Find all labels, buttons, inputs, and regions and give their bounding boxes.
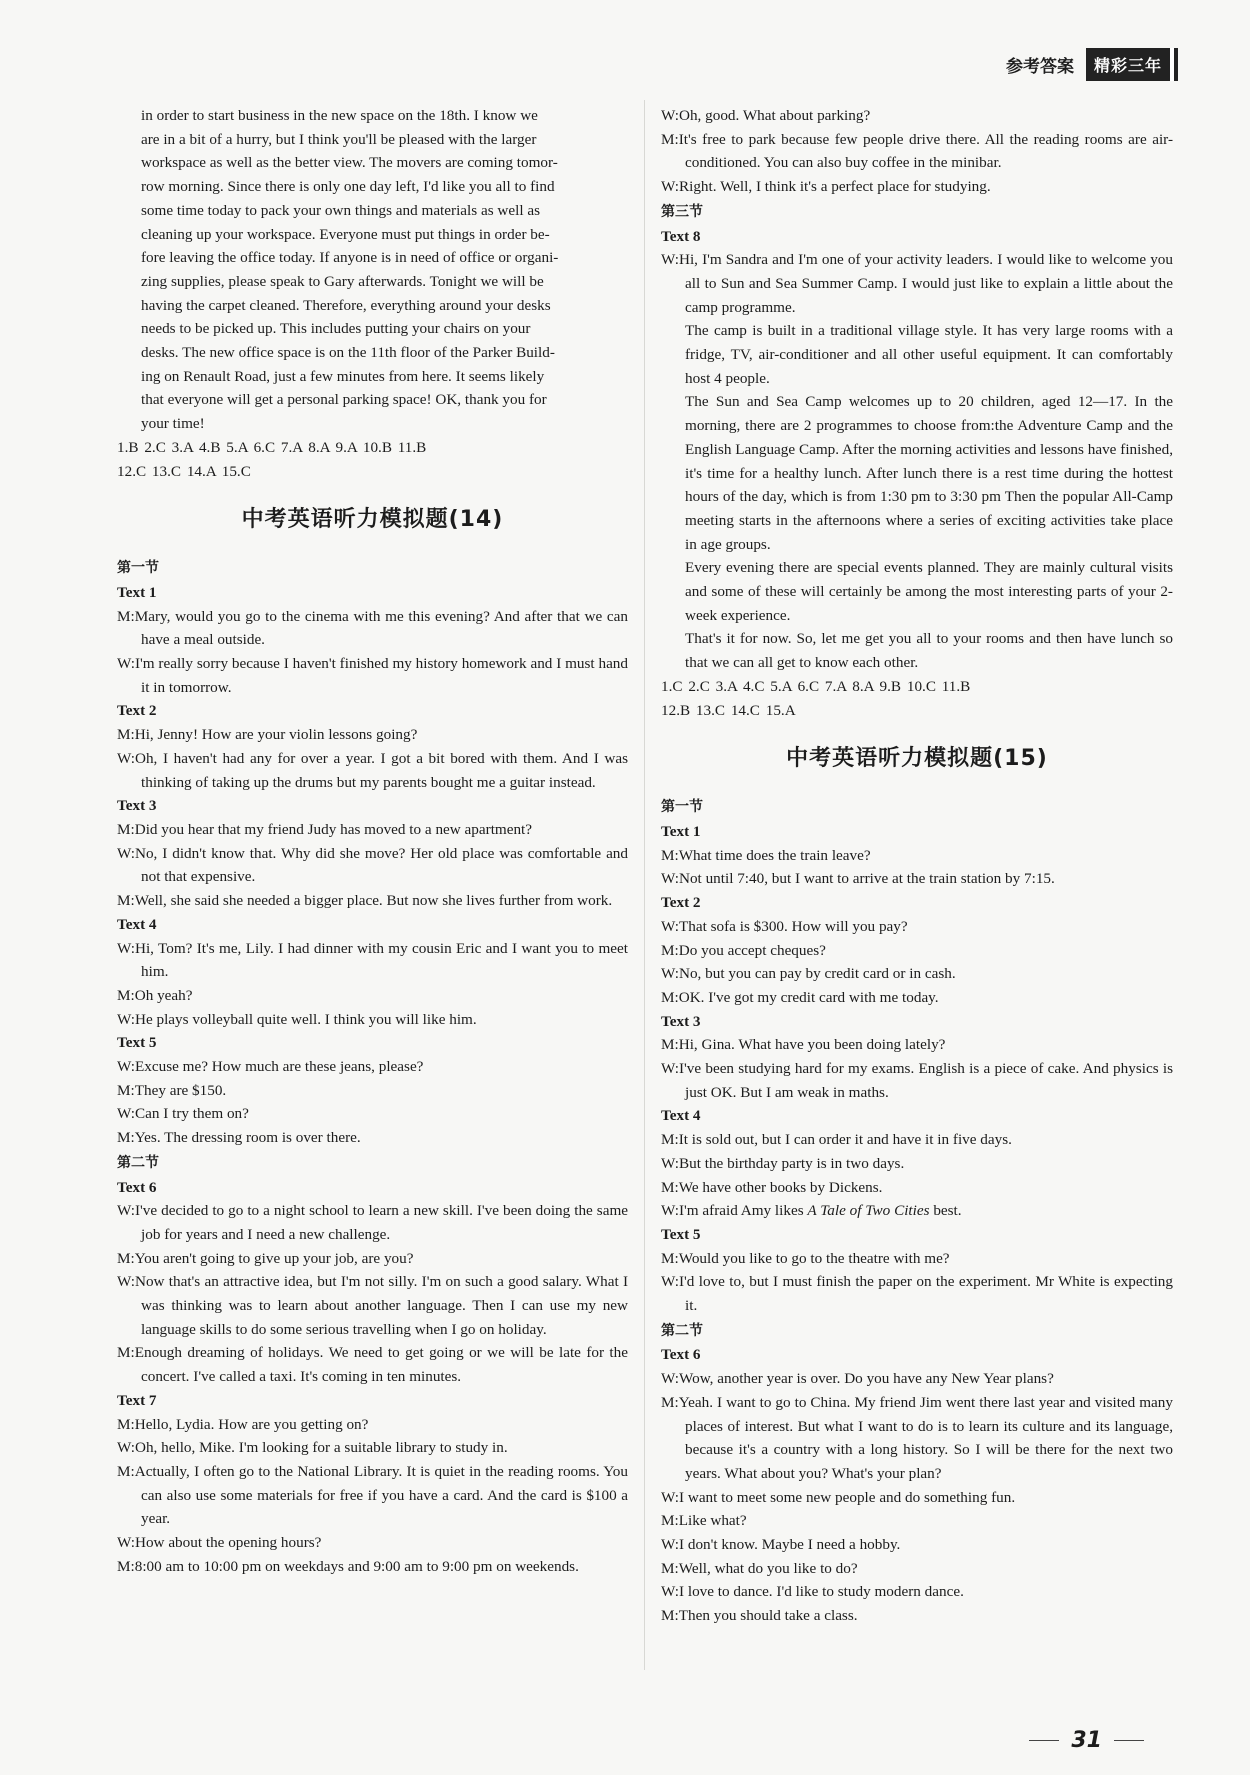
monologue-paragraph: The Sun and Sea Camp welcomes up to 20 children, aged 12—17. In the morning, there are 2 programmes to choose from:the Adventure Camp and the English Language Camp. After the morning activities and lessons have finished, it's time for a healthy lunch. After lunch there is a rest time during the hottest hours of the day, which is from 1:30 pm to 3:30 pm Then the popular All-Camp meeting starts in the afternoons where a series of exciting activities take place in age groups. — [685, 393, 1173, 553]
text-label: Text 2 — [661, 894, 701, 912]
text-label: Text 6 — [661, 1346, 701, 1364]
right-column — [661, 104, 1173, 1628]
text-label: Text 5 — [117, 1034, 157, 1052]
dialogue-line: M:Actually, I often go to the National Library. It is quiet in the reading rooms. You can also use some materials for free if you have a card. And the card is $100 a year. — [117, 1462, 628, 1528]
intro-line: desks. The new office space is on the 11th floor of the Parker Build- — [141, 344, 555, 362]
dialogue-line: W:I'd love to, but I must finish the paper on the experiment. Mr White is expecting it. — [661, 1273, 1173, 1315]
dialogue-line: W:Oh, hello, Mike. I'm looking for a suitable library to study in. — [117, 1439, 508, 1457]
dialogue-line: W:Not until 7:40, but I want to arrive at the train station by 7:15. — [661, 870, 1055, 888]
monologue-paragraph: That's it for now. So, let me get you all to your rooms and then have lunch so that we can all get to know each other. — [685, 630, 1173, 672]
dialogue-line: M:Hi, Gina. What have you been doing lately? — [661, 1036, 946, 1054]
dialogue-line: W:That sofa is $300. How will you pay? — [661, 917, 908, 935]
dialogue-line: M:Yes. The dressing room is over there. — [117, 1129, 361, 1147]
text-label: Text 1 — [661, 822, 701, 840]
section-title: 中考英语听力模拟题(14) — [241, 507, 504, 533]
dialogue-text: best. — [929, 1202, 962, 1220]
dialogue-line: W:I want to meet some new people and do something fun. — [661, 1488, 1016, 1506]
part-heading: 第三节 — [661, 203, 703, 220]
dialogue-line: W:Hi, I'm Sandra and I'm one of your activity leaders. I would like to welcome you all to Sun and Sea Summer Camp. I would just like to explain a little about the camp programme. — [661, 251, 1173, 316]
monologue-paragraph: Every evening there are special events planned. They are mainly cultural visits and some of these will certainly be among the most interesting parts of your 2-week experience. — [685, 559, 1173, 624]
dialogue-line: W:Right. Well, I think it's a perfect place for studying. — [661, 178, 991, 196]
intro-line: fore leaving the office today. If anyone is in need of office or organi- — [141, 249, 559, 267]
dialogue-line: M:We have other books by Dickens. — [661, 1178, 883, 1196]
page-number-text: 31 — [1071, 1728, 1102, 1753]
intro-line: ing on Renault Road, just a few minutes from here. It seems likely — [141, 367, 545, 385]
dialogue-line: W:Now that's an attractive idea, but I'm not silly. I'm on such a good salary. What I was thinking was to learn about another language. Then I can use my new language skills to do some serious travelling when I go on holiday. — [117, 1273, 628, 1338]
dialogue-line: M:Oh yeah? — [117, 986, 193, 1004]
page-header — [1006, 48, 1174, 81]
text-label: Text 3 — [117, 797, 157, 815]
answer-key: 1.C 2.C 3.A 4.C 5.A 6.C 7.A 8.A 9.B 10.C 11.B — [661, 677, 971, 695]
intro-line: row morning. Since there is only one day left, I'd like you all to find — [141, 178, 555, 196]
dialogue-line: M:Mary, would you go to the cinema with me this evening? And after that we can have a meal outside. — [117, 607, 628, 649]
header-badge: 精彩三年 — [1086, 48, 1174, 81]
dialogue-line: W:No, but you can pay by credit card or in cash. — [661, 965, 956, 983]
dialogue-text: W:I'm afraid Amy likes — [661, 1202, 808, 1220]
text-label: Text 5 — [661, 1225, 701, 1243]
intro-line: some time today to pack your own things and materials as well as — [141, 201, 541, 219]
dialogue-line: M:Do you accept cheques? — [661, 941, 826, 959]
dialogue-line: M:They are $150. — [117, 1081, 227, 1099]
part-heading: 第一节 — [117, 560, 159, 577]
header-title: 参考答案 — [1005, 57, 1074, 77]
dialogue-line: M:Hi, Jenny! How are your violin lessons going? — [117, 726, 418, 744]
intro-line: cleaning up your workspace. Everyone must put things in order be- — [141, 225, 550, 243]
intro-line: that everyone will get a personal parking space! OK, thank you for — [141, 391, 547, 409]
section-title: 中考英语听力模拟题(15) — [786, 746, 1048, 772]
dialogue-line — [661, 1199, 1173, 1223]
dialogue-line: M:Hello, Lydia. How are you getting on? — [117, 1415, 369, 1433]
dialogue-line: W:Oh, good. What about parking? — [661, 107, 871, 124]
dialogue-line: W:But the birthday party is in two days. — [661, 1154, 905, 1172]
text-label: Text 8 — [661, 227, 701, 245]
intro-line: are in a bit of a hurry, but I think you'll be pleased with the larger — [141, 130, 537, 148]
dialogue-line: M:Like what? — [661, 1512, 747, 1530]
intro-line: your time! — [141, 415, 205, 433]
dialogue-line: M:OK. I've got my credit card with me today. — [661, 988, 939, 1006]
intro-line: having the carpet cleaned. Therefore, everything around your desks — [141, 296, 551, 314]
text-label: Text 7 — [117, 1391, 157, 1409]
text-label: Text 3 — [661, 1012, 701, 1030]
dialogue-line: M:Well, she said she needed a bigger place. But now she lives further from work. — [117, 892, 613, 910]
answer-key: 12.C 13.C 14.A 15.C — [117, 462, 251, 480]
text-label: Text 4 — [661, 1107, 701, 1125]
dialogue-line: M:Well, what do you like to do? — [661, 1559, 858, 1577]
dialogue-line: M:Yeah. I want to go to China. My friend Jim went there last year and visited many places of interest. But what I want to do is to learn its culture and its language, because it's a country with a long history. So I will be there for the next two years. What about you? What's your plan? — [661, 1393, 1173, 1482]
dialogue-line: M:It is sold out, but I can order it and have it in five days. — [661, 1131, 1012, 1149]
part-heading: 第一节 — [661, 799, 703, 816]
answer-key: 1.B 2.C 3.A 4.B 5.A 6.C 7.A 8.A 9.A 10.B 11.B — [117, 438, 427, 456]
dialogue-line: W:I've been studying hard for my exams. English is a piece of cake. And physics is just OK. But I am weak in maths. — [661, 1060, 1173, 1101]
page-number — [1029, 1728, 1144, 1753]
text-label: Text 2 — [117, 702, 157, 720]
dialogue-line: M:8:00 am to 10:00 pm on weekdays and 9:00 am to 9:00 pm on weekends. — [117, 1557, 579, 1575]
text-label: Text 4 — [117, 915, 157, 933]
dialogue-line: W:He plays volleyball quite well. I think you will like him. — [117, 1010, 477, 1028]
dialogue-line: M:It's free to park because few people drive there. All the reading rooms are air-conditioned. You can also buy coffee in the minibar. — [661, 130, 1173, 172]
dialogue-line: W:Oh, I haven't had any for over a year. I got a bit bored with them. And I was thinking of taking up the drums but my parents bought me a guitar instead. — [117, 749, 628, 791]
dialogue-line: W:I love to dance. I'd like to study modern dance. — [661, 1583, 964, 1601]
intro-line: zing supplies, please speak to Gary afterwards. Tonight we will be — [141, 272, 544, 290]
part-heading: 第二节 — [661, 1322, 703, 1339]
dialogue-line: W:I'm really sorry because I haven't finished my history homework and I must hand it in tomorrow. — [117, 655, 628, 696]
monologue-paragraph: The camp is built in a traditional village style. It has very large rooms with a fridge, TV, air-conditioner and all other useful equipment. It can comfortably host 4 people. — [685, 322, 1173, 387]
dialogue-line: W:Hi, Tom? It's me, Lily. I had dinner with my cousin Eric and I want you to meet him. — [117, 939, 628, 981]
column-divider — [644, 100, 645, 1670]
dialogue-line: W:Can I try them on? — [117, 1105, 249, 1123]
dialogue-line: W:I've decided to go to a night school to learn a new skill. I've been doing the same job for years and I need a new challenge. — [117, 1202, 628, 1243]
dialogue-line: W:I don't know. Maybe I need a hobby. — [661, 1536, 901, 1554]
book-title: A Tale of Two Cities — [807, 1202, 930, 1220]
answer-key: 12.B 13.C 14.C 15.A — [661, 701, 796, 719]
dialogue-line: W:Wow, another year is over. Do you have any New Year plans? — [661, 1370, 1054, 1388]
dialogue-line: M:Would you like to go to the theatre with me? — [661, 1249, 950, 1267]
dialogue-line: M:You aren't going to give up your job, are you? — [117, 1249, 414, 1267]
left-column — [117, 104, 628, 1578]
dialogue-line: W:Excuse me? How much are these jeans, please? — [117, 1058, 424, 1076]
dialogue-line: W:How about the opening hours? — [117, 1534, 322, 1552]
dialogue-line: M:Enough dreaming of holidays. We need to get going or we will be late for the concert. I've called a taxi. It's coming in ten minutes. — [117, 1344, 628, 1386]
page-number-rule — [1029, 1740, 1059, 1741]
part-heading: 第二节 — [117, 1154, 159, 1171]
page-number-rule — [1114, 1740, 1144, 1741]
text-label: Text 6 — [117, 1178, 157, 1196]
intro-line: workspace as well as the better view. The movers are coming tomor- — [141, 154, 558, 172]
dialogue-line: M:What time does the train leave? — [661, 846, 871, 864]
intro-line: in order to start business in the new space on the 18th. I know we — [141, 107, 538, 124]
text-label: Text 1 — [117, 583, 157, 601]
dialogue-line: W:No, I didn't know that. Why did she move? Her old place was comfortable and not that expensive. — [117, 844, 628, 886]
dialogue-line: M:Then you should take a class. — [661, 1607, 858, 1625]
dialogue-line: M:Did you hear that my friend Judy has moved to a new apartment? — [117, 820, 533, 838]
intro-line: needs to be picked up. This includes putting your chairs on your — [141, 320, 531, 338]
